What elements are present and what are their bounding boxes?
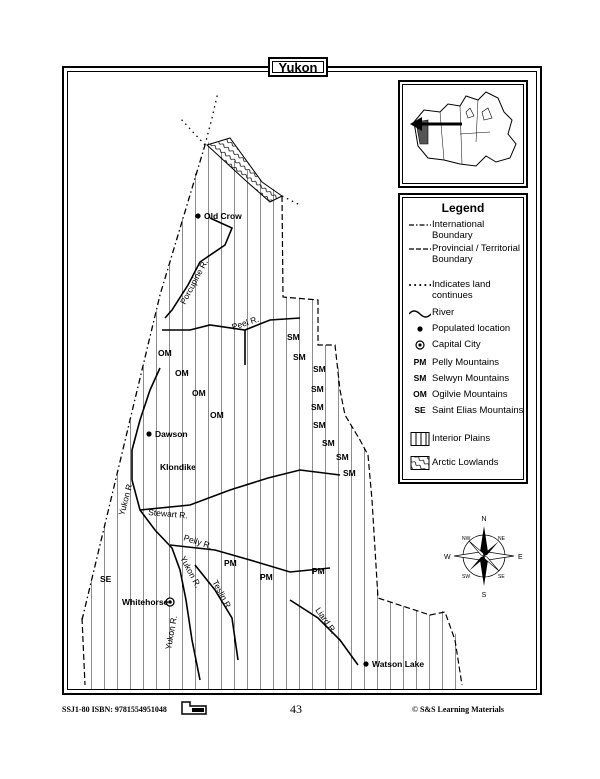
legend-item-arctic-lowlands xyxy=(408,457,526,468)
legend-label: Indicates land continues xyxy=(432,279,491,301)
legend-item-populated-location xyxy=(408,323,526,334)
legend-item-selwyn-mountains xyxy=(408,373,526,384)
legend-label: Provincial / Territorial Boundary xyxy=(432,243,520,265)
om-code: OM xyxy=(175,368,189,378)
teslin-river-label: Teslin R. xyxy=(210,578,235,612)
old-crow-dot xyxy=(195,213,200,218)
yukon-river-label-north: Yukon R. xyxy=(116,480,135,517)
yukon-river-label-middle: Yukon R. xyxy=(178,554,204,590)
legend-item-interior-plains xyxy=(408,433,526,444)
compass-sw: SW xyxy=(462,574,471,580)
sm-code: SM xyxy=(336,452,349,462)
legend-label: Interior Plains xyxy=(432,433,491,444)
dawson-label: Dawson xyxy=(155,429,188,439)
legend-label: Pelly Mountains xyxy=(432,357,500,368)
se-code: SE xyxy=(100,574,112,584)
compass-rose xyxy=(444,516,523,599)
legend-item-provincial-boundary xyxy=(408,243,526,265)
sm-code: SM xyxy=(322,438,335,448)
sm-code: SM xyxy=(311,402,324,412)
legend-abbr: OM xyxy=(413,389,427,399)
peel-river-label: Peel R. xyxy=(230,313,261,332)
pelly-river-label: Pelly R. xyxy=(182,532,214,551)
whitehorse-label: Whitehorse xyxy=(122,597,169,607)
footer-isbn: SSJ1-80 ISBN: 9781554951048 xyxy=(62,705,167,714)
legend-label: Saint Elias Mountains xyxy=(432,405,524,416)
om-code: OM xyxy=(192,388,206,398)
pm-code: PM xyxy=(224,558,237,568)
footer-copyright: © S&S Learning Materials xyxy=(412,705,504,714)
sm-code: SM xyxy=(287,332,300,342)
legend-item-international-boundary xyxy=(408,219,526,241)
stewart-river-label: Stewart R. xyxy=(147,507,189,521)
sm-code: SM xyxy=(343,468,356,478)
watson-lake-dot xyxy=(363,661,368,666)
legend-abbr: SE xyxy=(414,405,426,415)
legend-label: Ogilvie Mountains xyxy=(432,389,508,400)
legend-abbr: SM xyxy=(413,373,427,383)
compass-nw: NW xyxy=(462,536,471,542)
sm-code: SM xyxy=(313,364,326,374)
compass-s: S xyxy=(481,592,487,599)
page-number: 43 xyxy=(290,702,302,716)
land-continues-east xyxy=(282,196,300,205)
map-title-text: Yukon xyxy=(278,59,318,75)
legend-label: Populated location xyxy=(432,323,511,334)
legend-label: Arctic Lowlands xyxy=(432,457,499,468)
legend-label: Selwyn Mountains xyxy=(432,373,510,384)
whitehorse-capital-dot xyxy=(168,600,172,604)
legend-item-land-continues xyxy=(408,279,526,301)
compass-ne: NE xyxy=(498,536,505,542)
legend-item-river xyxy=(408,307,526,318)
compass-w: W xyxy=(444,554,451,561)
legend-item-ogilvie-mountains xyxy=(408,389,526,400)
legend-label: River xyxy=(432,307,455,318)
om-code: OM xyxy=(210,410,224,420)
legend-item-capital-city xyxy=(408,339,526,350)
om-code: OM xyxy=(158,348,172,358)
legend-label: Capital City xyxy=(432,339,481,350)
publisher-logo xyxy=(180,700,208,716)
legend-item-saint-elias-mountains xyxy=(408,405,526,416)
pm-code: PM xyxy=(312,566,325,576)
yukon-river-label-south: Yukon R. xyxy=(163,614,179,651)
canada-inset-map xyxy=(398,80,528,188)
pm-code: PM xyxy=(260,572,273,582)
map-title xyxy=(268,57,328,77)
porcupine-river-label: Porcupine R. xyxy=(177,257,210,306)
canada-outline xyxy=(400,82,526,186)
compass-e: E xyxy=(518,554,523,561)
liard-river-label: Liard R. xyxy=(313,605,339,636)
old-crow-label: Old Crow xyxy=(204,211,242,221)
land-continues-nw xyxy=(180,118,205,145)
map-legend xyxy=(398,193,528,484)
compass-n: N xyxy=(481,516,487,523)
land-continues-north xyxy=(205,92,218,145)
sm-code: SM xyxy=(313,420,326,430)
sm-code: SM xyxy=(311,384,324,394)
klondike-label: Klondike xyxy=(160,462,196,472)
legend-label: International Boundary xyxy=(432,219,485,241)
legend-title: Legend xyxy=(441,201,485,215)
compass-se: SE xyxy=(498,574,505,580)
sm-code: SM xyxy=(293,352,306,362)
dawson-dot xyxy=(146,431,151,436)
legend-abbr: PM xyxy=(413,357,427,367)
legend-item-pelly-mountains xyxy=(408,357,526,368)
watson-lake-label: Watson Lake xyxy=(372,659,425,669)
